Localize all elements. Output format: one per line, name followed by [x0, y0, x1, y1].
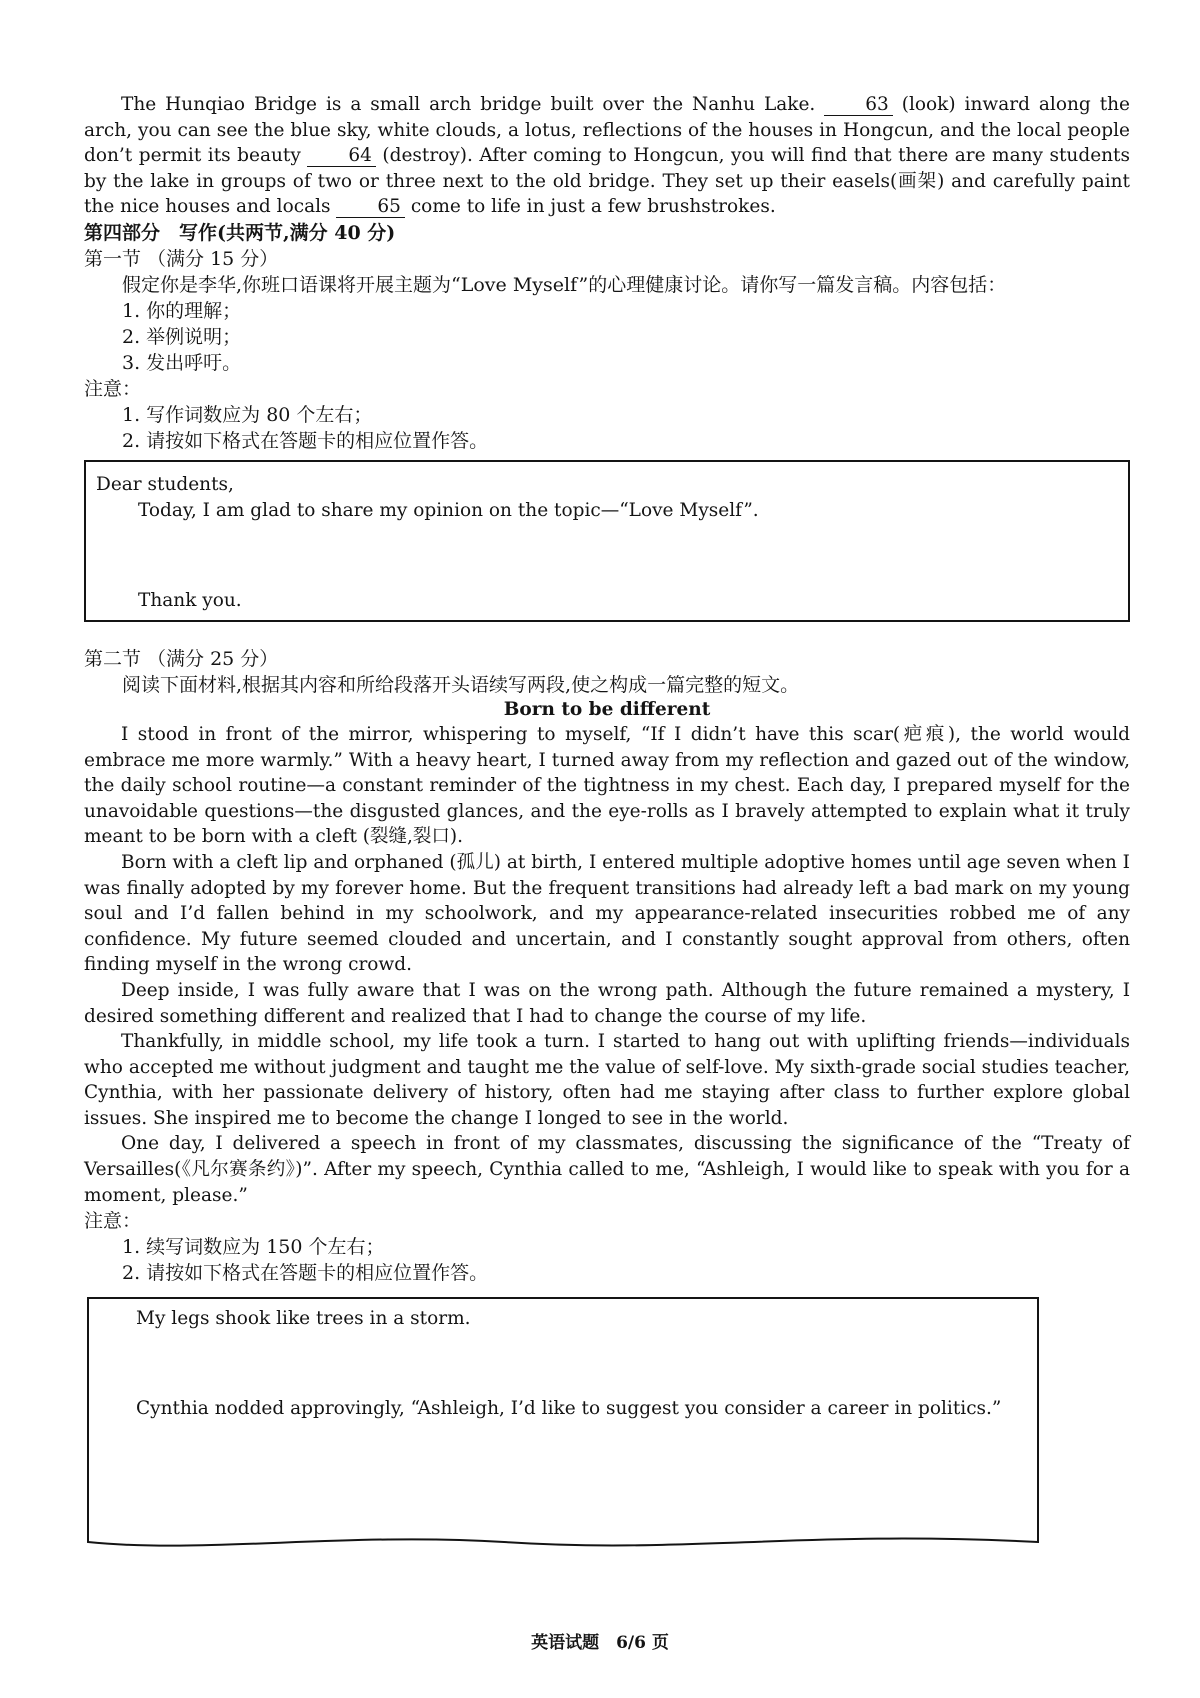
- speech-opening: Today, I am glad to share my opinion on the topic—“Love Myself”.: [138, 499, 759, 521]
- sec1-prompt: 假定你是李华,你班口语课将开展主题为“Love Myself”的心理健康讨论。请你写一篇发言稿。内容包括：: [122, 273, 1007, 296]
- sec2-note-2: 2. 请按如下格式在答题卡的相应位置作答。: [122, 1262, 489, 1285]
- continuation-answer-box: [84, 1292, 1130, 1552]
- sec1-item-1: 1. 你的理解；: [122, 299, 242, 322]
- part4-title: 第四部分 写作(共两节,满分 40 分): [84, 221, 396, 244]
- sec2-notes-title: 注意：: [84, 1210, 142, 1233]
- blank-63: 63: [824, 95, 893, 116]
- continuation-start-1: My legs shook like trees in a storm.: [136, 1308, 471, 1330]
- story-paragraph-1: I stood in front of the mirror, whispering to myself, “If I didn’t have this scar(疤痕), the world would embrace me more warmly.” With a heavy heart, I turned away from my reflection and gazed out of the window, the daily school routine—a constant reminder of the tightness in my chest. Each day, I prepared myself for the unavoidable questions—the disgusted glances, and the eye-rolls as I bravely attempted to explain what it truly meant to be born with a cleft (裂缝,裂口).: [84, 723, 1130, 848]
- story-paragraph-5: One day, I delivered a speech in front of my classmates, discussing the significance of the “Treaty of Versailles(《凡尔赛条约》)”. After my speech, Cynthia called to me, “Ashleigh, I would like to speak with you for a moment, please.”: [84, 1133, 1130, 1206]
- story-paragraph-2: Born with a cleft lip and orphaned (孤儿) at birth, I entered multiple adoptive homes until age seven when I was finally adopted by my forever home. But the frequent transitions had already left a bad mark on my young soul and I’d fallen behind in my schoolwork, and my appearance-related insecurities robbed me of any confidence. My future seemed clouded and uncertain, and I constantly sought approval from others, often finding myself in the wrong crowd.: [84, 851, 1130, 976]
- sec1-title: 第一节 （满分 15 分）: [84, 247, 279, 270]
- story-paragraph-3: Deep inside, I was fully aware that I was on the wrong path. Although the future remained a mystery, I desired something different and realized that I had to change the course of my life.: [84, 979, 1130, 1027]
- blank-64: 64: [307, 146, 376, 167]
- sec1-note-2: 2. 请按如下格式在答题卡的相应位置作答。: [122, 429, 489, 452]
- cloze-text-4: come to life in just a few brushstrokes.: [404, 196, 776, 218]
- continuation-start-2: Cynthia nodded approvingly, “Ashleigh, I’d like to suggest you consider a career in politics.”: [136, 1398, 1002, 1420]
- sec2-note-1: 1. 续写词数应为 150 个左右；: [122, 1236, 385, 1259]
- sec1-item-3: 3. 发出呼吁。: [122, 351, 242, 374]
- story-title: Born to be different: [503, 698, 711, 720]
- sec2-title: 第二节 （满分 25 分）: [84, 647, 279, 670]
- story-paragraph-4: Thankfully, in middle school, my life took a turn. I started to hang out with uplifting friends—individuals who accepted me without judgment and taught me the value of self-love. My sixth-grade social studies teacher, Cynthia, with her passionate delivery of history, often had me staying after class to further explore global issues. She inspired me to become the change I longed to see in the world.: [84, 1031, 1130, 1129]
- speech-answer-box: [84, 460, 1130, 622]
- speech-closing: Thank you.: [138, 589, 242, 611]
- page-footer: 英语试题 6/6 页: [531, 1633, 669, 1653]
- cloze-text-3: (destroy). After coming to Hongcun, you will find that there are many students by the lake in groups of two or three next to the old bridge. They set up their easels(画架) and carefully paint the nice houses and locals: [84, 145, 1130, 218]
- cloze-paragraph: [84, 92, 1130, 220]
- cloze-text-2: (look) inward along the arch, you can see the blue sky, white clouds, a lotus, reflections of the houses in Hongcun, and the local people don’t permit its beauty: [84, 94, 1130, 167]
- blank-65: 65: [336, 197, 405, 218]
- sec2-prompt: 阅读下面材料,根据其内容和所给段落开头语续写两段,使之构成一篇完整的短文。: [122, 673, 800, 696]
- cloze-text-1: The Hunqiao Bridge is a small arch bridge built over the Nanhu Lake.: [121, 94, 825, 115]
- continuation-box-border: [84, 1292, 1044, 1552]
- speech-greeting: Dear students,: [96, 473, 234, 495]
- sec1-note-1: 1. 写作词数应为 80 个左右；: [122, 403, 373, 426]
- page-content: [84, 92, 1130, 1552]
- sec1-item-2: 2. 举例说明；: [122, 325, 242, 348]
- sec1-notes-title: 注意：: [84, 377, 142, 400]
